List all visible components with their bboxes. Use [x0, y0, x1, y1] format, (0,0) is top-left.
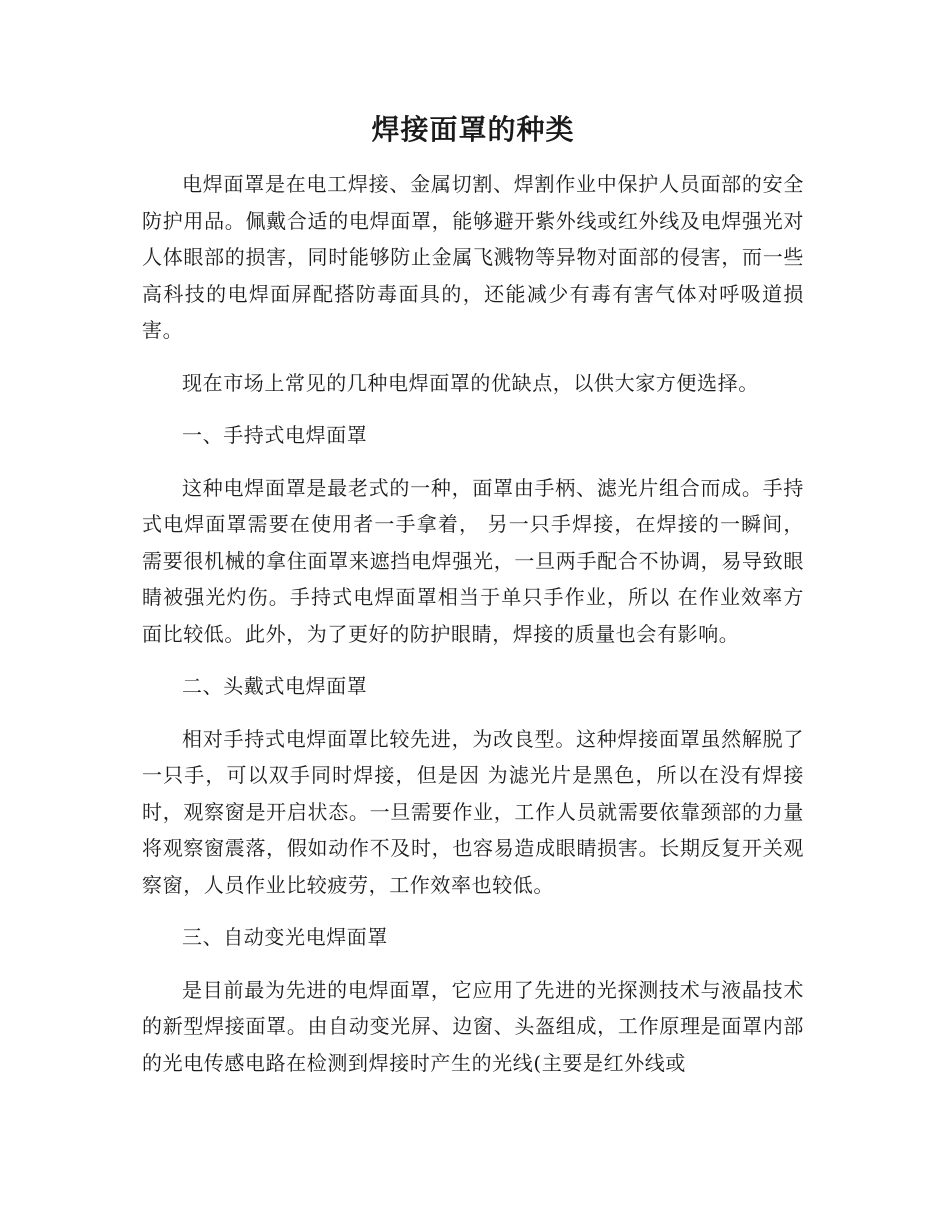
section-heading-auto-darkening: 三、自动变光电焊面罩 — [182, 925, 388, 949]
section-heading-headmounted: 二、头戴式电焊面罩 — [182, 674, 368, 698]
page-title: 焊接面罩的种类 — [371, 113, 575, 146]
section-body-headmounted: 相对手持式电焊面罩比较先进，为改良型。这种焊接面罩虽然解脱了一只手，可以双手同时焊接，但是因 为滤光片是黑色，所以在没有焊接时，观察窗是开启状态。一旦需要作业，工作人员就需要依靠颈部的力量将观察窗震落，假如动作不及时，也容易造成眼睛损害。长期反复开关观察窗，人员作业比较疲劳，工作效率也较低。 — [142, 726, 804, 897]
lead-paragraph: 现在市场上常见的几种电焊面罩的优缺点，以供大家方便选择。 — [182, 370, 759, 395]
document-page — [142, 108, 804, 1097]
section-body-auto-darkening: 是目前最为先进的电焊面罩，它应用了先进的光探测技术与液晶技术的新型焊接面罩。由自动变光屏、边窗、头盔组成，工作原理是面罩内部的光电传感电路在检测到焊接时产生的光线(主要是红外线或 — [142, 977, 804, 1075]
section-heading-handheld: 一、手持式电焊面罩 — [182, 423, 368, 447]
intro-paragraph: 电焊面罩是在电工焊接、金属切割、焊割作业中保护人员面部的安全防护用品。佩戴合适的电焊面罩，能够避开紫外线或红外线及电焊强光对人体眼部的损害，同时能够防止金属飞溅物等异物对面部的侵害，而一些高科技的电焊面屏配搭防毒面具的，还能减少有毒有害气体对呼吸道损害。 — [142, 172, 804, 342]
section-body-handheld: 这种电焊面罩是最老式的一种，面罩由手柄、滤光片组合而成。手持式电焊面罩需要在使用者一手拿着， 另一只手焊接，在焊接的一瞬间，需要很机械的拿住面罩来遮挡电焊强光，一旦两手配合不协调，易导致眼睛被强光灼伤。手持式电焊面罩相当于单只手作业，所以 在作业效率方面比较低。此外，为了更好的防护眼睛，焊接的质量也会有影响。 — [142, 475, 804, 646]
